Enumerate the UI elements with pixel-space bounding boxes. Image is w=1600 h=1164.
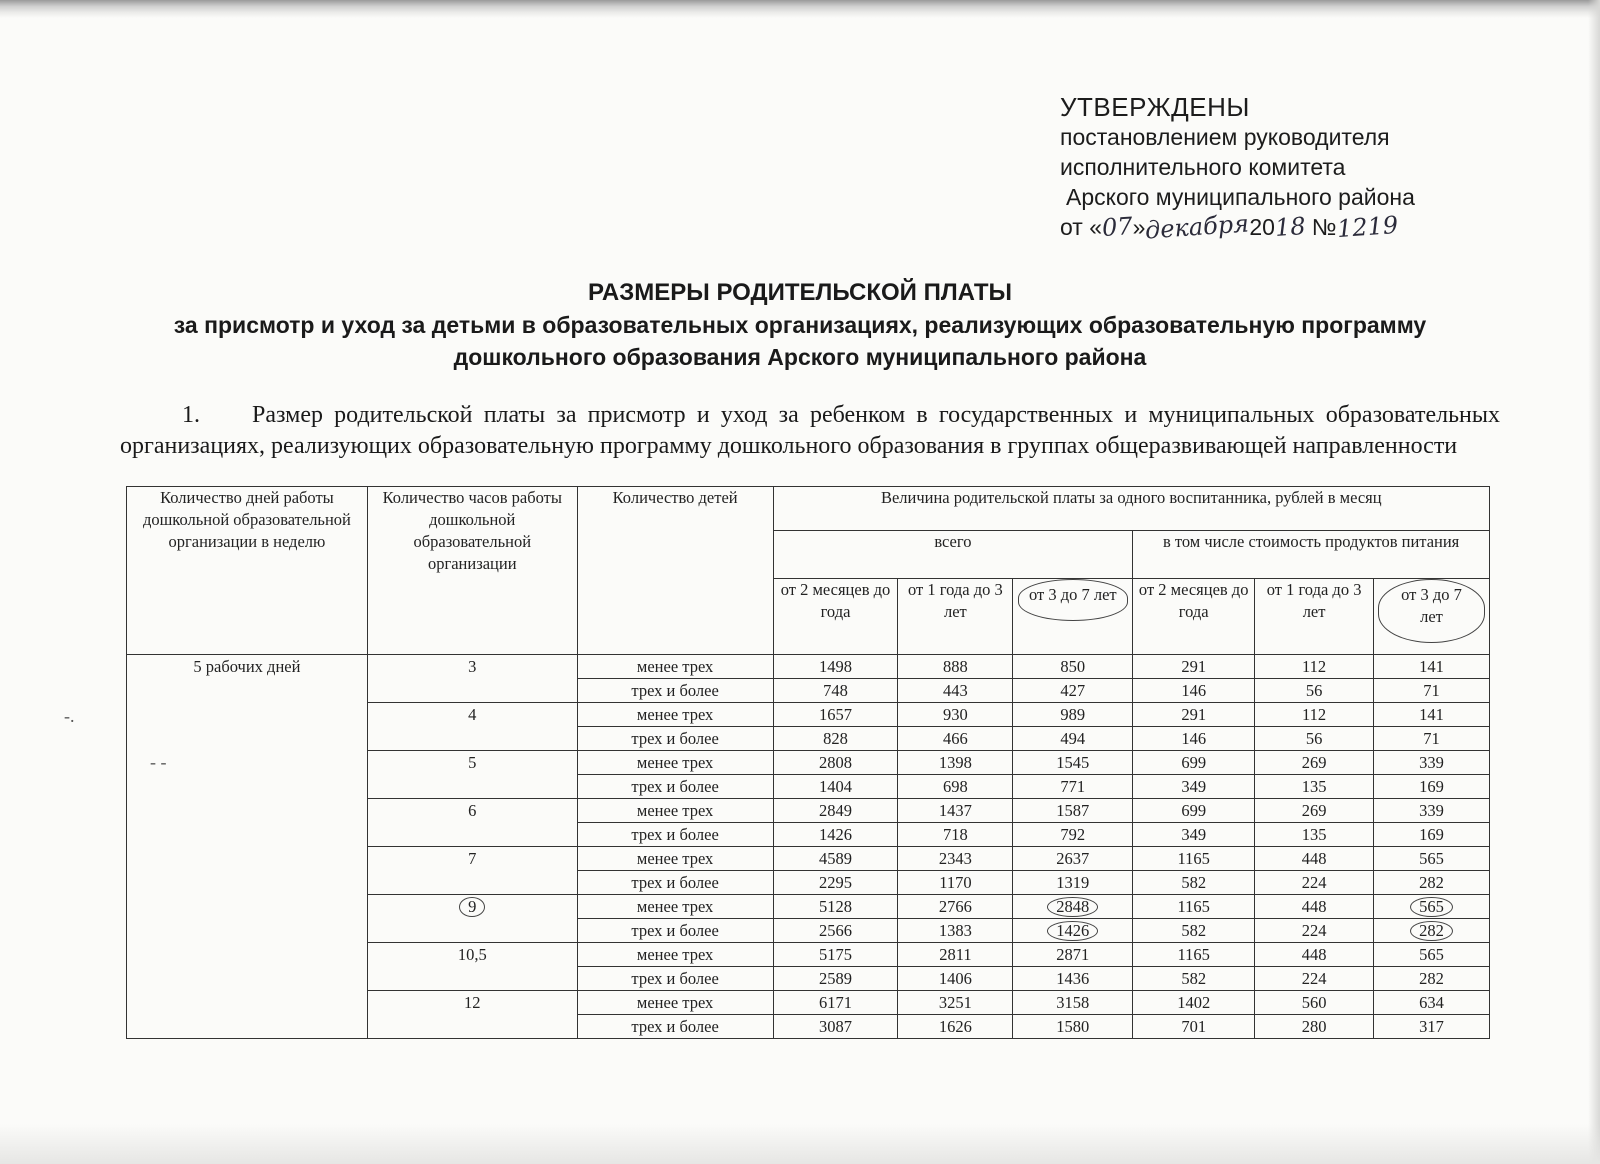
children-cell: трех и более: [577, 727, 773, 751]
hours-cell: 10,5: [367, 943, 577, 991]
header-hours: Количество часов работы дошкольной образовательной организации: [367, 487, 577, 655]
value-cell: 1398: [898, 751, 1013, 775]
value-cell: 634: [1374, 991, 1490, 1015]
value-circled: 565: [1410, 897, 1453, 917]
children-cell: менее трех: [577, 799, 773, 823]
value-cell: 112: [1255, 703, 1374, 727]
scan-right-edge: [1588, 0, 1600, 1164]
children-cell: трех и более: [577, 823, 773, 847]
header-age-food-preschool: [1374, 579, 1490, 655]
value-cell: 291: [1133, 703, 1255, 727]
days-cell: 5 рабочих дней: [127, 655, 368, 1039]
value-cell: 2343: [898, 847, 1013, 871]
value-cell: 1587: [1013, 799, 1133, 823]
value-cell: 466: [898, 727, 1013, 751]
value-cell: 989: [1013, 703, 1133, 727]
value-cell: 582: [1133, 919, 1255, 943]
value-cell: 2766: [898, 895, 1013, 919]
value-cell: 748: [773, 679, 898, 703]
document-title: [0, 277, 1600, 373]
value-cell: 317: [1374, 1015, 1490, 1039]
value-cell: 269: [1255, 799, 1374, 823]
value-cell: 71: [1374, 727, 1490, 751]
value-cell: 349: [1133, 823, 1255, 847]
value-cell: 1165: [1133, 895, 1255, 919]
header-age-total-infant: от 2 месяцев до года: [773, 579, 898, 655]
value-cell: 280: [1255, 1015, 1374, 1039]
value-cell: 792: [1013, 823, 1133, 847]
children-cell: менее трех: [577, 703, 773, 727]
header-age-total-toddler: от 1 года до 3 лет: [898, 579, 1013, 655]
value-cell: 1580: [1013, 1015, 1133, 1039]
date-prefix: от «: [1060, 214, 1103, 240]
decree-number: 1219: [1335, 210, 1399, 244]
children-cell: трех и более: [577, 679, 773, 703]
value-cell: 5128: [773, 895, 898, 919]
value-cell: 3158: [1013, 991, 1133, 1015]
value-cell: 169: [1374, 823, 1490, 847]
value-cell: 339: [1374, 799, 1490, 823]
value-cell: 2871: [1013, 943, 1133, 967]
value-cell: 427: [1013, 679, 1133, 703]
value-cell: 1626: [898, 1015, 1013, 1039]
value-cell: 2589: [773, 967, 898, 991]
value-cell: 5175: [773, 943, 898, 967]
scan-bottom-edge: [0, 1124, 1600, 1164]
value-cell: 448: [1255, 895, 1374, 919]
value-cell-marked: [1013, 895, 1133, 919]
header-days: Количество дней работы дошкольной образовательной организации в неделю: [127, 487, 368, 655]
value-cell: 2849: [773, 799, 898, 823]
value-cell: 282: [1374, 871, 1490, 895]
header-age-food-toddler: от 1 года до 3 лет: [1255, 579, 1374, 655]
children-cell: трех и более: [577, 967, 773, 991]
title-line-1: РАЗМЕРЫ РОДИТЕЛЬСКОЙ ПЛАТЫ: [588, 279, 1012, 306]
value-cell: 2811: [898, 943, 1013, 967]
value-cell-marked: [1374, 919, 1490, 943]
value-cell: 282: [1374, 967, 1490, 991]
hours-cell: 12: [367, 991, 577, 1039]
scan-speck: - -: [150, 752, 167, 772]
header-children: Количество детей: [577, 487, 773, 655]
date-year-prefix: 20: [1249, 214, 1275, 240]
approval-block: [1060, 92, 1415, 245]
title-line-2: за присмотр и уход за детьми в образовательных организациях, реализующих образовательную программу: [173, 312, 1427, 338]
value-cell: 701: [1133, 1015, 1255, 1039]
value-cell: 718: [898, 823, 1013, 847]
value-cell: 4589: [773, 847, 898, 871]
hours-cell: 5: [367, 751, 577, 799]
date-mid: »: [1132, 214, 1146, 240]
date-year-suffix: 18: [1273, 211, 1307, 243]
value-cell: 771: [1013, 775, 1133, 799]
title-line-3: дошкольного образования Арского муниципального района: [453, 344, 1147, 370]
value-cell: 1170: [898, 871, 1013, 895]
fees-table: [126, 486, 1490, 1039]
value-circled: 2848: [1047, 897, 1098, 917]
children-cell: трех и более: [577, 871, 773, 895]
value-cell-marked: [1374, 895, 1490, 919]
value-cell: 146: [1133, 727, 1255, 751]
section-number: 1.: [182, 402, 200, 428]
date-day: 07: [1101, 211, 1134, 243]
value-cell: 349: [1133, 775, 1255, 799]
value-cell: 1437: [898, 799, 1013, 823]
value-cell: 443: [898, 679, 1013, 703]
children-cell: менее трех: [577, 943, 773, 967]
value-cell: 448: [1255, 847, 1374, 871]
value-cell: 112: [1255, 655, 1374, 679]
header-age-food-infant: от 2 месяцев до года: [1133, 579, 1255, 655]
value-cell: 699: [1133, 799, 1255, 823]
value-cell: 2637: [1013, 847, 1133, 871]
value-cell: 56: [1255, 727, 1374, 751]
children-cell: менее трех: [577, 751, 773, 775]
value-cell: 1165: [1133, 943, 1255, 967]
value-cell: 1545: [1013, 751, 1133, 775]
approval-line-2: исполнительного комитета: [1060, 154, 1346, 180]
value-cell: 582: [1133, 967, 1255, 991]
header-age-total-preschool-label: от 3 до 7 лет: [1018, 579, 1128, 621]
value-cell: 1165: [1133, 847, 1255, 871]
value-circled: 282: [1410, 921, 1453, 941]
header-group-food: в том числе стоимость продуктов питания: [1133, 531, 1490, 579]
header-age-total-preschool: [1013, 579, 1133, 655]
value-cell-marked: [1013, 919, 1133, 943]
value-cell: 582: [1133, 871, 1255, 895]
value-cell: 698: [898, 775, 1013, 799]
value-cell: 224: [1255, 919, 1374, 943]
value-cell: 56: [1255, 679, 1374, 703]
hours-cell: 7: [367, 847, 577, 895]
children-cell: трех и более: [577, 919, 773, 943]
value-cell: 1402: [1133, 991, 1255, 1015]
value-cell: 141: [1374, 655, 1490, 679]
header-age-food-preschool-label: от 3 до 7 лет: [1378, 579, 1485, 643]
children-cell: менее трех: [577, 895, 773, 919]
value-cell: 2295: [773, 871, 898, 895]
children-cell: трех и более: [577, 1015, 773, 1039]
hours-cell: 6: [367, 799, 577, 847]
value-cell: 494: [1013, 727, 1133, 751]
value-cell: 1657: [773, 703, 898, 727]
value-cell: 141: [1374, 703, 1490, 727]
value-cell: 699: [1133, 751, 1255, 775]
value-cell: 1404: [773, 775, 898, 799]
value-cell: 135: [1255, 775, 1374, 799]
value-cell: 2808: [773, 751, 898, 775]
hours-cell: 4: [367, 703, 577, 751]
value-cell: 3087: [773, 1015, 898, 1039]
value-cell: 146: [1133, 679, 1255, 703]
value-cell: 6171: [773, 991, 898, 1015]
value-cell: 339: [1374, 751, 1490, 775]
value-cell: 169: [1374, 775, 1490, 799]
value-cell: 565: [1374, 943, 1490, 967]
value-cell: 1436: [1013, 967, 1133, 991]
value-cell: 1426: [773, 823, 898, 847]
children-cell: менее трех: [577, 991, 773, 1015]
children-cell: менее трех: [577, 847, 773, 871]
value-cell: 135: [1255, 823, 1374, 847]
header-group-total: всего: [773, 531, 1133, 579]
value-cell: 448: [1255, 943, 1374, 967]
hours-cell: 3: [367, 655, 577, 703]
header-fee: Величина родительской платы за одного воспитанника, рублей в месяц: [773, 487, 1489, 531]
value-cell: 3251: [898, 991, 1013, 1015]
value-cell: 224: [1255, 967, 1374, 991]
scan-speck: -.: [64, 706, 75, 726]
children-cell: менее трех: [577, 655, 773, 679]
value-cell: 560: [1255, 991, 1374, 1015]
value-cell: 1319: [1013, 871, 1133, 895]
value-cell: 1383: [898, 919, 1013, 943]
value-cell: 828: [773, 727, 898, 751]
value-cell: 224: [1255, 871, 1374, 895]
value-cell: 269: [1255, 751, 1374, 775]
value-cell: 888: [898, 655, 1013, 679]
section-1-paragraph: [120, 400, 1500, 462]
hours-cell-marked: [367, 895, 577, 943]
number-prefix: №: [1311, 214, 1337, 240]
hours-value-circled: 9: [459, 897, 485, 917]
table-row: [127, 655, 1490, 679]
value-cell: 71: [1374, 679, 1490, 703]
value-cell: 930: [898, 703, 1013, 727]
value-circled: 1426: [1047, 921, 1098, 941]
value-cell: 1498: [773, 655, 898, 679]
approval-line-1: постановлением руководителя: [1060, 124, 1390, 150]
approval-heading: УТВЕРЖДЕНЫ: [1060, 92, 1250, 122]
value-cell: 850: [1013, 655, 1133, 679]
value-cell: 1406: [898, 967, 1013, 991]
section-text: Размер родительской платы за присмотр и уход за ребенком в государственных и муниципальных образовательных организациях, реализующих образовательную программу дошкольного образования в группах общеразвивающей направленности: [120, 402, 1500, 459]
value-cell: 565: [1374, 847, 1490, 871]
value-cell: 2566: [773, 919, 898, 943]
approval-date-line: [1060, 209, 1415, 245]
approval-line-3: Арского муниципального района: [1066, 184, 1415, 210]
children-cell: трех и более: [577, 775, 773, 799]
date-month: декабря: [1144, 209, 1251, 245]
value-cell: 291: [1133, 655, 1255, 679]
scan-top-edge: [0, 0, 1600, 18]
